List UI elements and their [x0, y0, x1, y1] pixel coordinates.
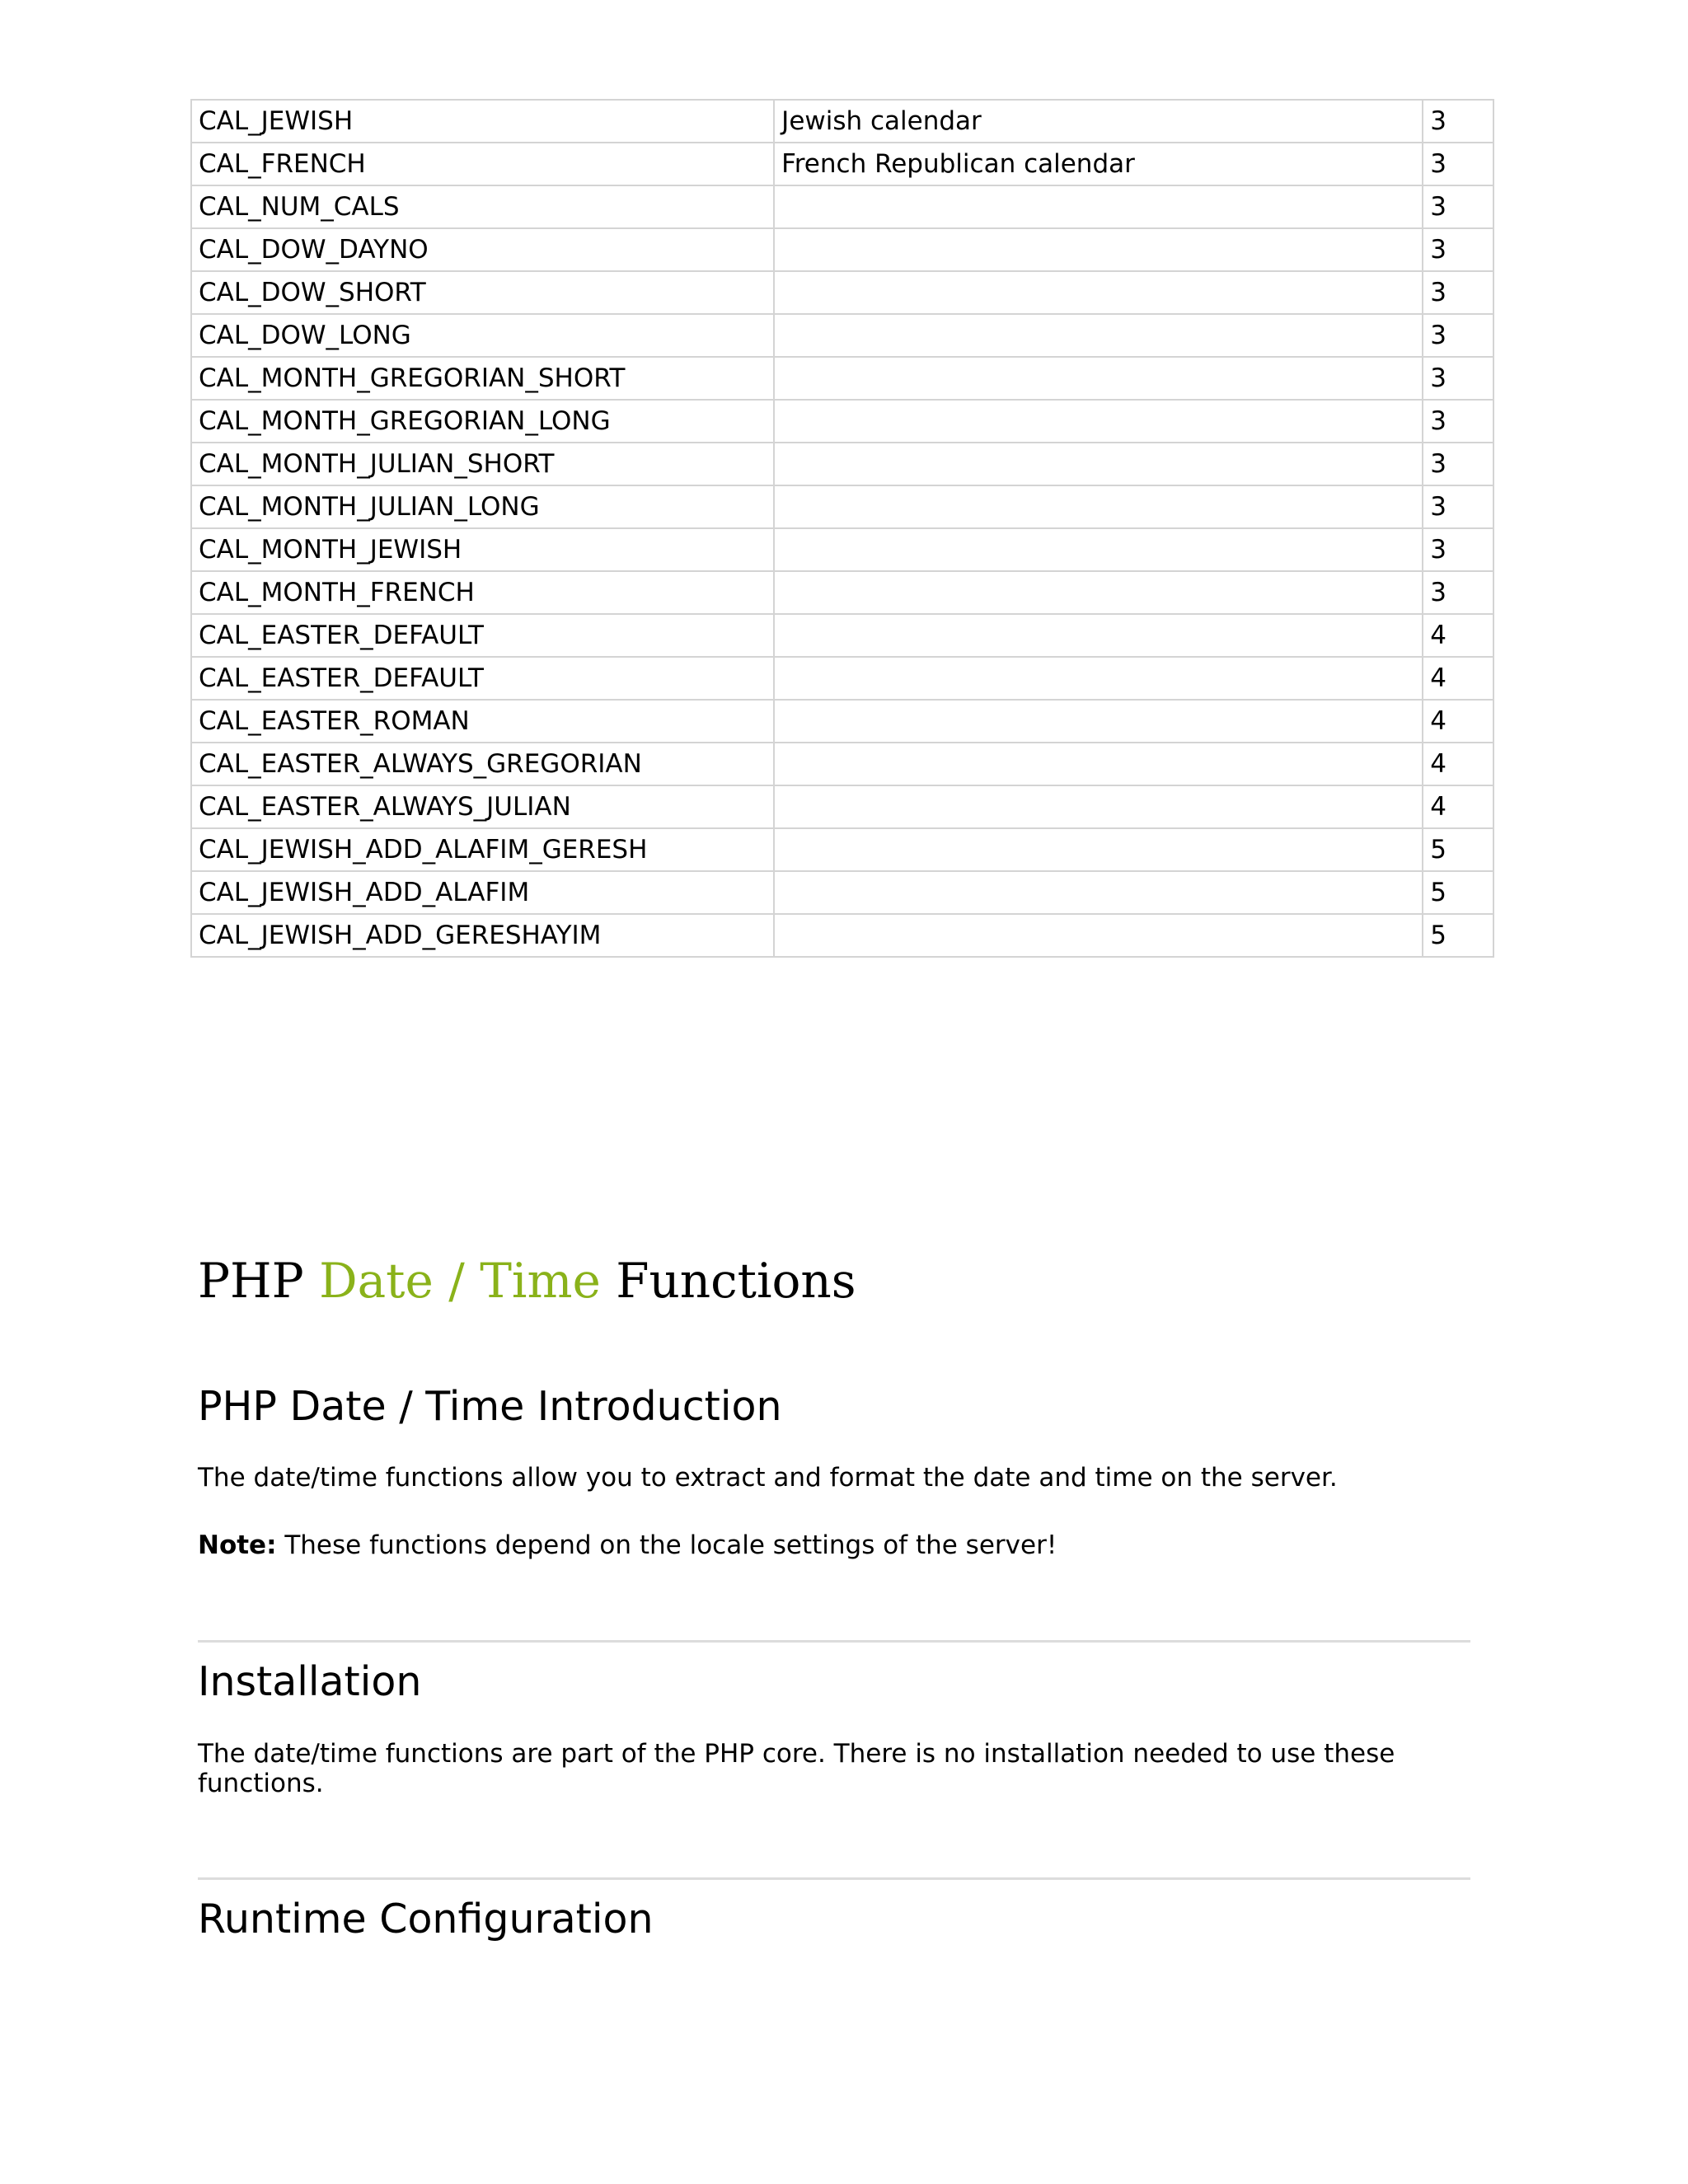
constant-description-cell — [774, 228, 1423, 271]
constant-name-cell: CAL_EASTER_DEFAULT — [191, 614, 774, 657]
constant-version-cell: 5 — [1423, 871, 1493, 914]
constant-version-cell: 3 — [1423, 400, 1493, 443]
table-row — [191, 485, 1493, 528]
constant-description-cell — [774, 828, 1423, 871]
constant-name-cell: CAL_JEWISH_ADD_ALAFIM — [191, 871, 774, 914]
installation-heading: Installation — [198, 1658, 422, 1705]
table-row — [191, 528, 1493, 571]
runtime-config-heading: Runtime Configuration — [198, 1896, 654, 1943]
constant-name-cell: CAL_EASTER_ROMAN — [191, 700, 774, 743]
table-row — [191, 785, 1493, 828]
constant-name-cell: CAL_MONTH_FRENCH — [191, 571, 774, 614]
intro-text: The date/time functions allow you to extract and format the date and time on the server. — [198, 1463, 1338, 1493]
constant-description-cell — [774, 700, 1423, 743]
note-label: Note: — [198, 1530, 277, 1560]
table-row — [191, 400, 1493, 443]
table-row — [191, 185, 1493, 228]
constant-version-cell: 3 — [1423, 571, 1493, 614]
table-row — [191, 571, 1493, 614]
note-text: These functions depend on the locale settings of the server! — [276, 1530, 1057, 1560]
constant-version-cell: 4 — [1423, 700, 1493, 743]
constant-version-cell: 3 — [1423, 443, 1493, 485]
constant-description-cell — [774, 528, 1423, 571]
constant-name-cell: CAL_MONTH_JULIAN_SHORT — [191, 443, 774, 485]
table-row — [191, 700, 1493, 743]
constant-version-cell: 3 — [1423, 271, 1493, 314]
constant-name-cell: CAL_EASTER_ALWAYS_JULIAN — [191, 785, 774, 828]
constant-name-cell: CAL_DOW_LONG — [191, 314, 774, 357]
constant-description-cell — [774, 914, 1423, 957]
constant-version-cell: 3 — [1423, 143, 1493, 185]
constant-name-cell: CAL_FRENCH — [191, 143, 774, 185]
section-divider — [198, 1640, 1470, 1643]
intro-heading: PHP Date / Time Introduction — [198, 1383, 782, 1430]
table-row — [191, 443, 1493, 485]
constant-description-cell — [774, 271, 1423, 314]
constant-version-cell: 3 — [1423, 185, 1493, 228]
constant-description-cell — [774, 571, 1423, 614]
constant-version-cell: 3 — [1423, 485, 1493, 528]
constant-description-cell — [774, 743, 1423, 785]
section-divider — [198, 1877, 1470, 1880]
table-row — [191, 314, 1493, 357]
table-row — [191, 871, 1493, 914]
constant-name-cell: CAL_EASTER_DEFAULT — [191, 657, 774, 700]
table-row — [191, 228, 1493, 271]
constant-name-cell: CAL_DOW_DAYNO — [191, 228, 774, 271]
table-row — [191, 743, 1493, 785]
constant-description-cell — [774, 485, 1423, 528]
constant-version-cell: 3 — [1423, 357, 1493, 400]
constant-version-cell: 4 — [1423, 657, 1493, 700]
constant-name-cell: CAL_DOW_SHORT — [191, 271, 774, 314]
constant-name-cell: CAL_MONTH_JULIAN_LONG — [191, 485, 774, 528]
constant-version-cell: 3 — [1423, 528, 1493, 571]
constant-name-cell: CAL_MONTH_JEWISH — [191, 528, 774, 571]
table-row — [191, 657, 1493, 700]
constant-description-cell — [774, 657, 1423, 700]
constant-description-cell — [774, 400, 1423, 443]
constant-name-cell: CAL_JEWISH_ADD_GERESHAYIM — [191, 914, 774, 957]
title-part-accent: Date / Time — [319, 1253, 601, 1309]
constant-name-cell: CAL_EASTER_ALWAYS_GREGORIAN — [191, 743, 774, 785]
title-part-functions: Functions — [616, 1253, 856, 1309]
constant-version-cell: 4 — [1423, 785, 1493, 828]
constant-description-cell — [774, 443, 1423, 485]
constant-name-cell: CAL_MONTH_GREGORIAN_LONG — [191, 400, 774, 443]
constant-description-cell — [774, 185, 1423, 228]
constant-description-cell — [774, 871, 1423, 914]
constant-description-cell: Jewish calendar — [774, 100, 1423, 143]
constant-name-cell: CAL_JEWISH_ADD_ALAFIM_GERESH — [191, 828, 774, 871]
constant-version-cell: 3 — [1423, 228, 1493, 271]
calendar-constants-table — [190, 99, 1494, 958]
constant-name-cell: CAL_NUM_CALS — [191, 185, 774, 228]
constant-description-cell: French Republican calendar — [774, 143, 1423, 185]
constant-version-cell: 4 — [1423, 614, 1493, 657]
constant-description-cell — [774, 785, 1423, 828]
table-row — [191, 828, 1493, 871]
page-title — [198, 1253, 856, 1310]
constant-version-cell: 3 — [1423, 314, 1493, 357]
constant-version-cell: 3 — [1423, 100, 1493, 143]
constants-table-body — [191, 100, 1493, 957]
table-row — [191, 357, 1493, 400]
title-part-php: PHP — [198, 1253, 304, 1309]
constant-description-cell — [774, 614, 1423, 657]
constant-version-cell: 4 — [1423, 743, 1493, 785]
constant-description-cell — [774, 314, 1423, 357]
intro-note — [198, 1530, 1484, 1560]
table-row — [191, 914, 1493, 957]
constant-name-cell: CAL_JEWISH — [191, 100, 774, 143]
table-row — [191, 271, 1493, 314]
installation-text: The date/time functions are part of the PHP core. There is no installation needed to use these functions. — [198, 1739, 1395, 1798]
table-row — [191, 143, 1493, 185]
constant-version-cell: 5 — [1423, 828, 1493, 871]
table-row — [191, 614, 1493, 657]
table-row — [191, 100, 1493, 143]
constant-description-cell — [774, 357, 1423, 400]
constant-version-cell: 5 — [1423, 914, 1493, 957]
constant-name-cell: CAL_MONTH_GREGORIAN_SHORT — [191, 357, 774, 400]
